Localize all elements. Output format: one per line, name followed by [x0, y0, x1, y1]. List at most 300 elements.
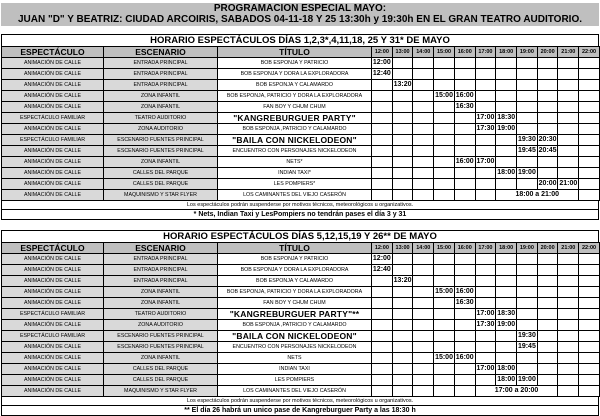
empty-time-cell — [558, 342, 579, 353]
stage-cell: CALLES DEL PARQUE — [104, 179, 218, 190]
empty-time-cell — [496, 102, 517, 113]
table-row — [2, 91, 600, 102]
section-title: HORARIO ESPECTÁCULOS DÍAS 1,2,3*,4,11,18, 25 Y 31* DE MAYO — [1, 34, 599, 46]
table-row — [2, 254, 600, 265]
empty-time-cell — [454, 179, 475, 190]
empty-time-cell — [392, 146, 413, 157]
show-title-cell: "BAILA CON NICKELODEON" — [218, 331, 372, 342]
empty-time-cell — [434, 80, 455, 91]
empty-time-cell — [537, 113, 558, 124]
table-header-row — [2, 243, 600, 254]
empty-time-cell — [372, 353, 393, 364]
stage-cell: ENTRADA PRINCIPAL — [104, 58, 218, 69]
show-title-cell: ENCUENTRO CON PERSONAJES NICKELODEON — [218, 146, 372, 157]
empty-time-cell — [579, 58, 600, 69]
empty-time-cell — [392, 320, 413, 331]
empty-time-cell — [579, 331, 600, 342]
schedule-sections — [1, 34, 599, 416]
empty-time-cell — [372, 276, 393, 287]
empty-time-cell — [496, 331, 517, 342]
show-title-cell: BOB ESPONJA Y DORA LA EXPLORADORA — [218, 69, 372, 80]
column-header-hour: 16:00 — [454, 243, 475, 254]
showtime-cell: 19:45 — [517, 146, 538, 157]
stage-cell: ZONA INFANTIL — [104, 91, 218, 102]
empty-time-cell — [413, 69, 434, 80]
stage-cell: ENTRADA PRINCIPAL — [104, 265, 218, 276]
showtime-cell: 19:00 — [496, 124, 517, 135]
table-row — [2, 146, 600, 157]
empty-time-cell — [517, 157, 538, 168]
empty-time-cell — [517, 276, 538, 287]
show-title-cell: INDIAN TAXI — [218, 364, 372, 375]
showtime-cell: 19:00 — [496, 320, 517, 331]
stage-cell: TEATRO AUDITORIO — [104, 309, 218, 320]
show-title-cell: FAN BOY Y CHUM CHUM — [218, 298, 372, 309]
empty-time-cell — [413, 276, 434, 287]
table-row — [2, 331, 600, 342]
showtime-cell: 18:30 — [496, 113, 517, 124]
show-title-cell: BOB ESPONJA Y CALAMARDO — [218, 80, 372, 91]
empty-time-cell — [454, 342, 475, 353]
empty-time-cell — [392, 265, 413, 276]
empty-time-cell — [475, 179, 496, 190]
empty-time-cell — [537, 168, 558, 179]
empty-time-cell — [392, 287, 413, 298]
empty-time-cell — [434, 265, 455, 276]
empty-time-cell — [537, 276, 558, 287]
show-title-cell: BOB ESPONJA Y DORA LA EXPLORADORA — [218, 265, 372, 276]
empty-time-cell — [454, 364, 475, 375]
empty-time-cell — [475, 102, 496, 113]
column-header-hour: 12:00 — [372, 243, 393, 254]
empty-time-cell — [579, 190, 600, 201]
empty-time-cell — [372, 298, 393, 309]
schedule-table — [1, 46, 600, 201]
table-row — [2, 276, 600, 287]
empty-time-cell — [475, 58, 496, 69]
stage-cell: ZONA AUDITORIO — [104, 320, 218, 331]
empty-time-cell — [496, 135, 517, 146]
empty-time-cell — [413, 190, 434, 201]
empty-time-cell — [454, 331, 475, 342]
empty-time-cell — [454, 80, 475, 91]
empty-time-cell — [434, 276, 455, 287]
empty-time-cell — [537, 320, 558, 331]
show-type-cell: ANIMACIÓN DE CALLE — [2, 353, 104, 364]
column-header-espectaculo: ESPECTÁCULO — [2, 243, 104, 254]
empty-time-cell — [454, 190, 475, 201]
empty-time-cell — [454, 135, 475, 146]
empty-time-cell — [537, 80, 558, 91]
empty-time-cell — [517, 58, 538, 69]
showtime-cell: 18:00 — [496, 364, 517, 375]
empty-time-cell — [579, 146, 600, 157]
stage-cell: CALLES DEL PARQUE — [104, 364, 218, 375]
empty-time-cell — [579, 287, 600, 298]
time-range-cell: 18:00 a 21:00 — [496, 190, 579, 201]
empty-time-cell — [475, 287, 496, 298]
empty-time-cell — [413, 254, 434, 265]
column-header-escenario: ESCENARIO — [104, 47, 218, 58]
show-title-cell: LES POMPIERS — [218, 375, 372, 386]
showtime-cell: 17:00 — [475, 364, 496, 375]
column-header-hour: 20:00 — [537, 47, 558, 58]
empty-time-cell — [579, 265, 600, 276]
empty-time-cell — [475, 254, 496, 265]
empty-time-cell — [558, 102, 579, 113]
empty-time-cell — [558, 157, 579, 168]
showtime-cell: 16:00 — [454, 353, 475, 364]
showtime-cell: 19:30 — [517, 331, 538, 342]
empty-time-cell — [496, 287, 517, 298]
empty-time-cell — [558, 375, 579, 386]
empty-time-cell — [537, 309, 558, 320]
disclaimer-note: Los espectáculos podrán suspenderse por motivos técnicos, meteorológicos u organizativos. — [1, 201, 599, 210]
empty-time-cell — [372, 168, 393, 179]
empty-time-cell — [496, 146, 517, 157]
table-row — [2, 386, 600, 397]
showtime-cell: 18:30 — [496, 309, 517, 320]
empty-time-cell — [517, 353, 538, 364]
show-title-cell: "BAILA CON NICKELODEON" — [218, 135, 372, 146]
empty-time-cell — [454, 58, 475, 69]
show-title-cell: BOB ESPONJA Y CALAMARDO — [218, 276, 372, 287]
disclaimer-note: Los espectáculos podrán suspenderse por motivos técnicos, meteorológicos u organizativos. — [1, 397, 599, 406]
show-type-cell: ANIMACIÓN DE CALLE — [2, 58, 104, 69]
stage-cell: ENTRADA PRINCIPAL — [104, 69, 218, 80]
empty-time-cell — [558, 146, 579, 157]
empty-time-cell — [496, 276, 517, 287]
showtime-cell: 12:00 — [372, 58, 393, 69]
column-header-hour: 18:00 — [496, 47, 517, 58]
column-header-escenario: ESCENARIO — [104, 243, 218, 254]
empty-time-cell — [579, 386, 600, 397]
empty-time-cell — [537, 331, 558, 342]
empty-time-cell — [496, 342, 517, 353]
section-title: HORARIO ESPECTÁCULOS DÍAS 5,12,15,19 Y 26** DE MAYO — [1, 230, 599, 242]
empty-time-cell — [579, 309, 600, 320]
empty-time-cell — [475, 135, 496, 146]
empty-time-cell — [434, 386, 455, 397]
empty-time-cell — [454, 386, 475, 397]
show-type-cell: ANIMACIÓN DE CALLE — [2, 364, 104, 375]
table-row — [2, 113, 600, 124]
empty-time-cell — [517, 254, 538, 265]
empty-time-cell — [475, 265, 496, 276]
empty-time-cell — [537, 353, 558, 364]
empty-time-cell — [475, 331, 496, 342]
empty-time-cell — [392, 190, 413, 201]
show-type-cell: ANIMACIÓN DE CALLE — [2, 124, 104, 135]
column-header-hour: 14:00 — [413, 243, 434, 254]
empty-time-cell — [434, 331, 455, 342]
empty-time-cell — [579, 353, 600, 364]
table-row — [2, 157, 600, 168]
empty-time-cell — [454, 146, 475, 157]
empty-time-cell — [558, 168, 579, 179]
empty-time-cell — [454, 124, 475, 135]
empty-time-cell — [558, 69, 579, 80]
empty-time-cell — [579, 168, 600, 179]
empty-time-cell — [413, 265, 434, 276]
empty-time-cell — [434, 179, 455, 190]
empty-time-cell — [517, 124, 538, 135]
empty-time-cell — [558, 331, 579, 342]
empty-time-cell — [372, 309, 393, 320]
column-header-hour: 22:00 — [579, 47, 600, 58]
empty-time-cell — [517, 364, 538, 375]
stage-cell: ESCENARIO FUENTES PRINCIPAL — [104, 331, 218, 342]
show-title-cell: ENCUENTRO CON PERSONAJES NICKELODEON — [218, 342, 372, 353]
empty-time-cell — [579, 135, 600, 146]
empty-time-cell — [392, 69, 413, 80]
stage-cell: ESCENARIO FUENTES PRINCIPAL — [104, 342, 218, 353]
column-header-hour: 19:00 — [517, 243, 538, 254]
empty-time-cell — [558, 124, 579, 135]
empty-time-cell — [454, 309, 475, 320]
empty-time-cell — [392, 353, 413, 364]
table-row — [2, 58, 600, 69]
empty-time-cell — [413, 386, 434, 397]
showtime-cell: 15:00 — [434, 91, 455, 102]
showtime-cell: 16:30 — [454, 298, 475, 309]
empty-time-cell — [496, 353, 517, 364]
showtime-cell: 17:30 — [475, 320, 496, 331]
show-type-cell: ANIMACIÓN DE CALLE — [2, 265, 104, 276]
empty-time-cell — [434, 320, 455, 331]
empty-time-cell — [392, 342, 413, 353]
empty-time-cell — [558, 91, 579, 102]
empty-time-cell — [434, 254, 455, 265]
show-type-cell: ANIMACIÓN DE CALLE — [2, 168, 104, 179]
empty-time-cell — [454, 254, 475, 265]
table-row — [2, 69, 600, 80]
show-type-cell: ANIMACIÓN DE CALLE — [2, 190, 104, 201]
empty-time-cell — [579, 157, 600, 168]
stage-cell: ZONA AUDITORIO — [104, 124, 218, 135]
stage-cell: CALLES DEL PARQUE — [104, 375, 218, 386]
show-type-cell: ESPECTÁCULO FAMILIAR — [2, 113, 104, 124]
column-header-hour: 21:00 — [558, 243, 579, 254]
show-title-cell: NETS* — [218, 157, 372, 168]
empty-time-cell — [413, 102, 434, 113]
empty-time-cell — [579, 276, 600, 287]
show-title-cell: BOB ESPONJA Y PATRICIO — [218, 58, 372, 69]
column-header-hour: 15:00 — [434, 243, 455, 254]
page-subheading: JUAN "D" Y BEATRIZ: CIUDAD ARCOIRIS, SABADOS 04-11-18 Y 25 13:30h y 19:30h EN EL GRAN TEATRO AUDITORIO. — [1, 14, 599, 26]
show-title-cell: BOB ESPONJA, PATRICIO Y DORA LA EXPLORADORA — [218, 91, 372, 102]
schedule-section — [1, 34, 599, 220]
empty-time-cell — [475, 375, 496, 386]
column-header-hour: 13:00 — [392, 47, 413, 58]
showtime-cell: 13:20 — [392, 276, 413, 287]
empty-time-cell — [517, 320, 538, 331]
empty-time-cell — [372, 320, 393, 331]
empty-time-cell — [372, 157, 393, 168]
empty-time-cell — [537, 254, 558, 265]
table-row — [2, 364, 600, 375]
empty-time-cell — [475, 342, 496, 353]
empty-time-cell — [537, 287, 558, 298]
show-type-cell: ANIMACIÓN DE CALLE — [2, 102, 104, 113]
empty-time-cell — [475, 80, 496, 91]
empty-time-cell — [372, 375, 393, 386]
empty-time-cell — [392, 364, 413, 375]
empty-time-cell — [558, 58, 579, 69]
showtime-cell: 12:00 — [372, 254, 393, 265]
table-row — [2, 190, 600, 201]
empty-time-cell — [496, 80, 517, 91]
stage-cell: TEATRO AUDITORIO — [104, 113, 218, 124]
empty-time-cell — [372, 80, 393, 91]
empty-time-cell — [579, 124, 600, 135]
empty-time-cell — [579, 102, 600, 113]
empty-time-cell — [475, 190, 496, 201]
stage-cell: ENTRADA PRINCIPAL — [104, 276, 218, 287]
empty-time-cell — [537, 124, 558, 135]
column-header-hour: 21:00 — [558, 47, 579, 58]
column-header-hour: 16:00 — [454, 47, 475, 58]
table-row — [2, 179, 600, 190]
empty-time-cell — [558, 364, 579, 375]
schedule-footnote: * Nets, Indian Taxi y LesPompiers no tendrán pases el día 3 y 31 — [1, 210, 599, 220]
column-header-hour: 22:00 — [579, 243, 600, 254]
stage-cell: ZONA INFANTIL — [104, 157, 218, 168]
empty-time-cell — [434, 309, 455, 320]
show-type-cell: ANIMACIÓN DE CALLE — [2, 287, 104, 298]
show-title-cell: BOB ESPONJA ,PATRICIO Y CALAMARDO — [218, 124, 372, 135]
show-type-cell: ANIMACIÓN DE CALLE — [2, 179, 104, 190]
empty-time-cell — [579, 113, 600, 124]
empty-time-cell — [392, 309, 413, 320]
show-type-cell: ANIMACIÓN DE CALLE — [2, 91, 104, 102]
show-title-cell: LES POMPIERS* — [218, 179, 372, 190]
show-type-cell: ANIMACIÓN DE CALLE — [2, 276, 104, 287]
empty-time-cell — [579, 179, 600, 190]
show-title-cell: FAN BOY Y CHUM CHUM — [218, 102, 372, 113]
empty-time-cell — [372, 113, 393, 124]
empty-time-cell — [372, 364, 393, 375]
empty-time-cell — [517, 309, 538, 320]
show-title-cell: LOS CAMINANTES DEL VIEJO CASERÓN — [218, 386, 372, 397]
empty-time-cell — [579, 342, 600, 353]
empty-time-cell — [496, 179, 517, 190]
empty-time-cell — [392, 58, 413, 69]
empty-time-cell — [475, 91, 496, 102]
empty-time-cell — [413, 342, 434, 353]
empty-time-cell — [496, 254, 517, 265]
empty-time-cell — [579, 254, 600, 265]
empty-time-cell — [392, 91, 413, 102]
column-header-hour: 18:00 — [496, 243, 517, 254]
page-heading: PROGRAMACION ESPECIAL MAYO: — [1, 3, 599, 14]
empty-time-cell — [496, 91, 517, 102]
stage-cell: ZONA INFANTIL — [104, 287, 218, 298]
show-type-cell: ANIMACIÓN DE CALLE — [2, 375, 104, 386]
empty-time-cell — [372, 331, 393, 342]
empty-time-cell — [434, 58, 455, 69]
empty-time-cell — [372, 287, 393, 298]
show-title-cell: LOS CAMINANTES DEL VIEJO CASERÓN — [218, 190, 372, 201]
time-range-cell: 17:00 a 20:00 — [475, 386, 558, 397]
empty-time-cell — [558, 276, 579, 287]
empty-time-cell — [496, 298, 517, 309]
empty-time-cell — [475, 69, 496, 80]
empty-time-cell — [517, 102, 538, 113]
stage-cell: ZONA INFANTIL — [104, 102, 218, 113]
show-type-cell: ANIMACIÓN DE CALLE — [2, 298, 104, 309]
show-type-cell: ANIMACIÓN DE CALLE — [2, 342, 104, 353]
empty-time-cell — [434, 157, 455, 168]
empty-time-cell — [372, 135, 393, 146]
show-type-cell: ANIMACIÓN DE CALLE — [2, 69, 104, 80]
column-header-titulo: TÍTULO — [218, 243, 372, 254]
showtime-cell: 15:00 — [434, 353, 455, 364]
empty-time-cell — [537, 298, 558, 309]
stage-cell: CALLES DEL PARQUE — [104, 168, 218, 179]
empty-time-cell — [413, 91, 434, 102]
empty-time-cell — [413, 157, 434, 168]
showtime-cell: 19:00 — [517, 168, 538, 179]
table-row — [2, 298, 600, 309]
empty-time-cell — [579, 364, 600, 375]
empty-time-cell — [558, 298, 579, 309]
table-row — [2, 124, 600, 135]
column-header-hour: 12:00 — [372, 47, 393, 58]
empty-time-cell — [434, 375, 455, 386]
column-header-hour: 14:00 — [413, 47, 434, 58]
showtime-cell: 19:00 — [517, 375, 538, 386]
column-header-hour: 20:00 — [537, 243, 558, 254]
showtime-cell: 12:40 — [372, 265, 393, 276]
empty-time-cell — [517, 69, 538, 80]
empty-time-cell — [558, 386, 579, 397]
empty-time-cell — [392, 102, 413, 113]
empty-time-cell — [558, 80, 579, 91]
empty-time-cell — [496, 69, 517, 80]
empty-time-cell — [434, 364, 455, 375]
empty-time-cell — [537, 157, 558, 168]
column-header-hour: 17:00 — [475, 243, 496, 254]
showtime-cell: 16:30 — [454, 102, 475, 113]
empty-time-cell — [454, 375, 475, 386]
empty-time-cell — [579, 69, 600, 80]
empty-time-cell — [413, 353, 434, 364]
empty-time-cell — [392, 113, 413, 124]
empty-time-cell — [475, 168, 496, 179]
showtime-cell: 18:00 — [496, 375, 517, 386]
schedule-footnote: ** El día 26 habrá un unico pase de Kangreburguer Party a las 18:30 h — [1, 406, 599, 416]
showtime-cell: 17:30 — [475, 124, 496, 135]
empty-time-cell — [434, 113, 455, 124]
show-title-cell: BOB ESPONJA, PATRICIO Y DORA LA EXPLORADORA — [218, 287, 372, 298]
empty-time-cell — [558, 353, 579, 364]
empty-time-cell — [372, 190, 393, 201]
empty-time-cell — [537, 342, 558, 353]
empty-time-cell — [558, 287, 579, 298]
show-type-cell: ESPECTÁCULO FAMILIAR — [2, 135, 104, 146]
table-row — [2, 102, 600, 113]
empty-time-cell — [392, 386, 413, 397]
table-row — [2, 309, 600, 320]
table-row — [2, 353, 600, 364]
empty-time-cell — [413, 146, 434, 157]
empty-time-cell — [372, 146, 393, 157]
showtime-cell: 16:00 — [454, 157, 475, 168]
empty-time-cell — [558, 113, 579, 124]
empty-time-cell — [558, 135, 579, 146]
column-header-hour: 15:00 — [434, 47, 455, 58]
